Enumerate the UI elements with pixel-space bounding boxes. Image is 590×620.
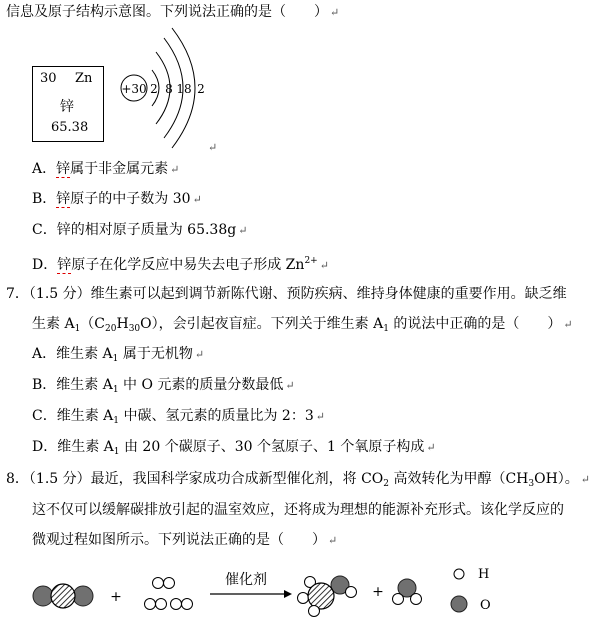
q6-stem: 信息及原子结构示意图。下列说法正确的是（ ） ↵ bbox=[6, 4, 340, 20]
atomic-number: 30 bbox=[40, 71, 57, 86]
legend-h-marker bbox=[454, 569, 464, 579]
nucleus-charge: +30 bbox=[121, 82, 147, 96]
atomic-mass: 65.38 bbox=[51, 120, 89, 135]
shell-electrons-3: 18 bbox=[176, 82, 192, 96]
legend-o-label: O bbox=[480, 598, 491, 613]
element-card bbox=[32, 66, 104, 142]
q7-option-c: C．维生素 $A_1$ 中碳、氢元素的质量比为 2：3 ↵ bbox=[32, 408, 325, 426]
reaction-diagram bbox=[0, 558, 576, 620]
q6-option-d: D．锌原子在化学反应中易失去电子形成 $Zn^{2+}$ ↵ bbox=[32, 256, 329, 273]
atom-structure-diagram bbox=[112, 26, 222, 152]
q7-option-b: B．维生素 $A_1$ 中 O 元素的质量分数最低 ↵ bbox=[32, 377, 295, 395]
catalyst-label: 催化剂 bbox=[225, 572, 267, 588]
q7-option-a: A．维生素 $A_1$ 属于无机物 ↵ bbox=[32, 346, 205, 364]
element-symbol: Zn bbox=[75, 71, 93, 86]
shell-electrons-2: 8 bbox=[165, 82, 173, 96]
methanol-molecule bbox=[298, 576, 357, 617]
shell-electrons-4: 2 bbox=[197, 82, 205, 96]
legend-o-marker bbox=[451, 596, 467, 612]
h2-molecules bbox=[145, 578, 193, 610]
plus-sign-2: + bbox=[372, 584, 384, 600]
q6-option-a: A．锌属于非金属元素 ↵ bbox=[32, 161, 180, 177]
paragraph-mark: ↵ bbox=[208, 141, 218, 154]
q6-option-c: C．锌的相对原子质量为 65.38g ↵ bbox=[32, 222, 248, 238]
q7-stem-line-2: 生素 $A_1(C_{20}H_{30}O)$，会引起夜盲症。下列关于维生素 $A_1$ 的说法中正确的是（ ） ↵ bbox=[32, 316, 573, 334]
legend-h-label: H bbox=[478, 567, 490, 582]
water-molecule bbox=[393, 579, 422, 605]
element-name: 锌 bbox=[60, 99, 74, 115]
q8-stem-line-2: 这不仅可以缓解碳排放引起的温室效应，还将成为理想的能源补充形式。该化学反应的 bbox=[32, 502, 564, 518]
reaction-arrow bbox=[210, 590, 292, 598]
legend bbox=[451, 567, 491, 613]
shell-electrons-1: 2 bbox=[150, 82, 158, 96]
co2-molecule bbox=[33, 584, 93, 608]
q6-option-b: B．锌原子的中子数为 30 ↵ bbox=[32, 191, 202, 207]
q7-option-d: D．维生素 $A_1$ 由 20 个碳原子、30 个氢原子、1 个氧原子构成 ↵ bbox=[32, 439, 436, 457]
q8-stem-line-3: 微观过程如图所示。下列说法正确的是（ ） ↵ bbox=[32, 532, 338, 548]
q8-stem-line-1: 8．（1.5 分）最近，我国科学家成功合成新型催化剂，将 $CO_2$ 高效转化为甲醇$(CH_3OH)$。 ↵ bbox=[6, 471, 590, 489]
plus-sign-1: + bbox=[110, 589, 122, 605]
q7-stem-line-1: 7．（1.5 分）维生素可以起到调节新陈代谢、预防疾病、维持身体健康的重要作用。缺乏维 bbox=[6, 286, 567, 302]
